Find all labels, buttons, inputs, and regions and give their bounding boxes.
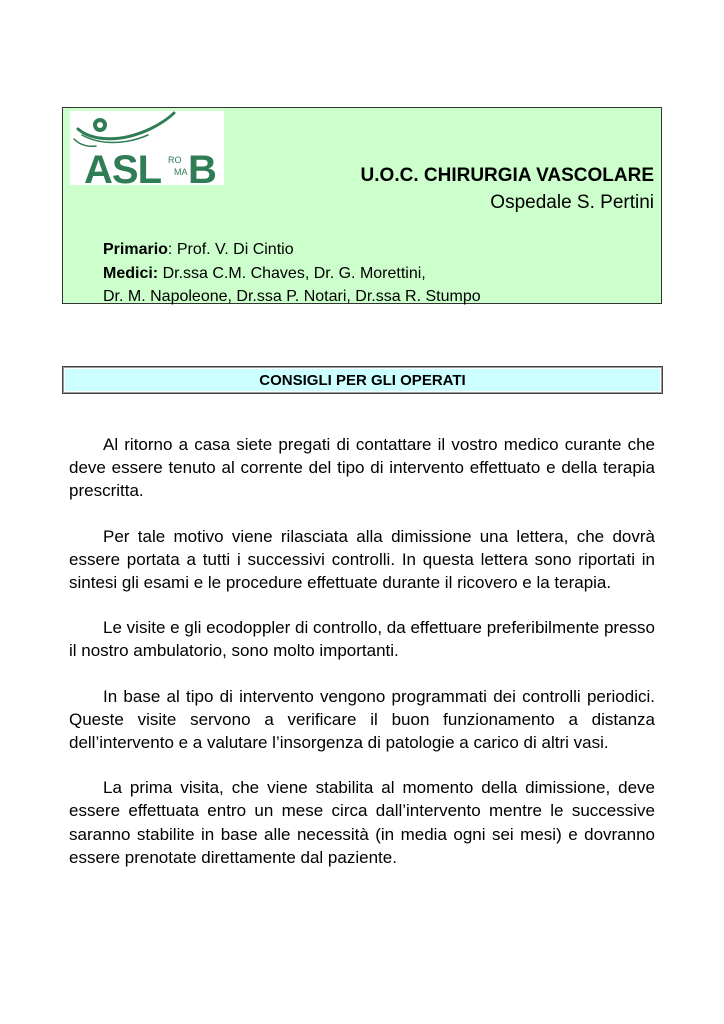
medici-names-1: Dr.ssa C.M. Chaves, Dr. G. Morettini,	[158, 264, 426, 282]
section-title: CONSIGLI PER GLI OPERATI	[259, 371, 466, 389]
paragraph-3: Le visite e gli ecodoppler di controllo, da effettuare preferibilmente presso il nostro ambulatorio, sono molto importanti.	[69, 618, 655, 661]
logo-letters-small-bottom: MA	[174, 167, 188, 177]
asl-logo	[70, 111, 224, 185]
body-text	[69, 433, 655, 891]
primario-label: Primario	[103, 241, 168, 258]
section-bar	[62, 366, 663, 394]
staff-info	[103, 238, 481, 309]
medici-label: Medici:	[103, 264, 159, 282]
logo-letter-last: B	[188, 148, 217, 185]
unit-title: U.O.C. CHIRURGIA VASCOLARE	[360, 165, 654, 186]
hospital-name: Ospedale S. Pertini	[490, 192, 654, 213]
paragraph-2: Per tale motivo viene rilasciata alla dimissione una lettera, che dovrà essere portata a tutti i successivi controlli. In questa lettera sono riportati in sintesi gli esami e le procedure effettuate durante il ricovero e la terapia.	[69, 526, 655, 593]
logo-letters-small-top: RO	[168, 155, 182, 165]
primario-value: : Prof. V. Di Cintio	[167, 241, 294, 258]
primario-line	[103, 238, 481, 262]
paragraph-1: Al ritorno a casa siete pregati di contattare il vostro medico curante che deve essere tenuto al corrente del tipo di intervento effettuato e della terapia prescritta.	[69, 435, 655, 501]
paragraph-4: In base al tipo di intervento vengono programmati dei controlli periodici. Queste visite servono a verificare il buon funzionamento a distanza dell’intervento e a valutare l’insorgenza di patologie a carico di altri vasi.	[69, 686, 655, 753]
medici-line-2: Dr. M. Napoleone, Dr.ssa P. Notari, Dr.ssa R. Stumpo	[103, 288, 481, 305]
logo-letters-main: ASL	[84, 148, 161, 185]
paragraph-5: La prima visita, che viene stabilita al momento della dimissione, deve essere effettuata entro un mese circa dall’intervento mentre le successive saranno stabilite in base alle necessità (in media ogni sei mesi) e dovranno essere prenotate direttamente dal paziente.	[69, 778, 655, 867]
medici-line-1	[103, 262, 481, 286]
